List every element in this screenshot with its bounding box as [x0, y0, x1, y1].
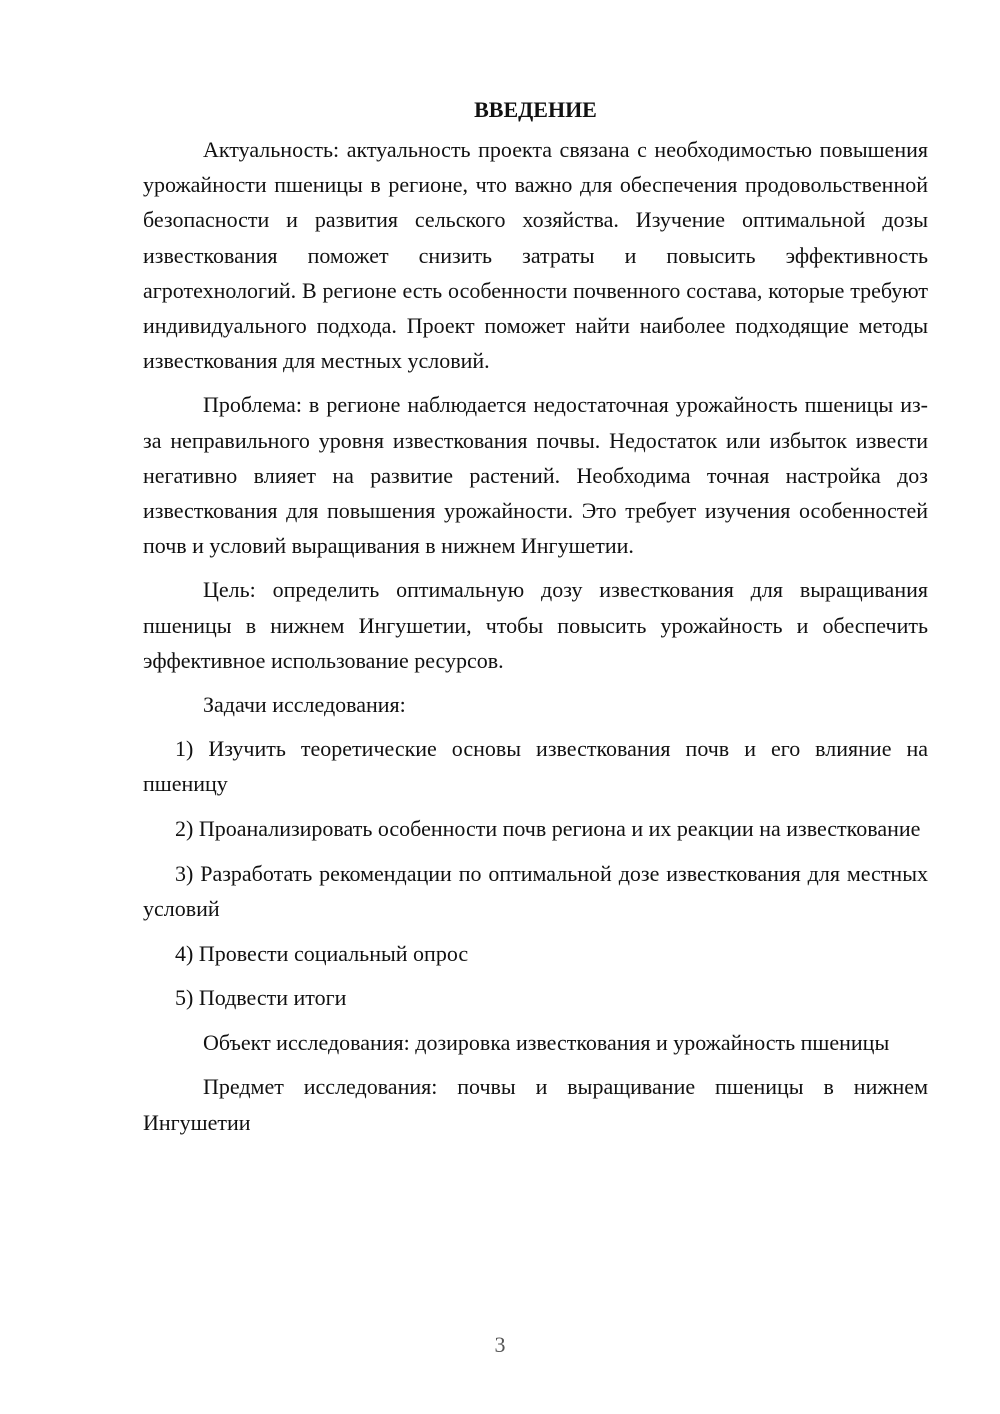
task-item: 1) Изучить теоретические основы известкования почв и его влияние на пшеницу — [143, 736, 928, 797]
task-item: 4) Провести социальный опрос — [175, 940, 469, 966]
task-item: 5) Подвести итоги — [175, 985, 347, 1011]
task-item: 3) Разработать рекомендации по оптимальной дозе известкования для местных условий — [143, 860, 928, 922]
document-page — [143, 92, 928, 1149]
goal-paragraph: Цель: определить оптимальную дозу известкования для выращивания пшеницы в нижнем Ингушетии, чтобы повысить урожайность и обеспечить эффективное использование ресурсов. — [143, 577, 928, 673]
page-number: 3 — [494, 1332, 506, 1357]
task-item: 2) Проанализировать особенности почв региона и их реакции на известкование — [175, 816, 921, 842]
subject-paragraph: Предмет исследования: почвы и выращивание пшеницы в нижнем Ингушетии — [143, 1074, 928, 1135]
relevance-paragraph: Актуальность: актуальность проекта связана с необходимостью повышения урожайности пшеницы в регионе, что важно для обеспечения продовольственной безопасности и развития сельского хозяйства. Изучение оптимальной дозы известкования поможет снизить затраты и повысить эффективность агротехнологий. В регионе есть особенности почвенного состава, которые требуют индивидуального подхода. Проект поможет найти наиболее подходящие методы известкования для местных условий. — [143, 137, 928, 374]
problem-paragraph: Проблема: в регионе наблюдается недостаточная урожайность пшеницы из-за неправильного уровня известкования почвы. Недостаток или избыток извести негативно влияет на развитие растений. Необходима точная настройка доз известкования для повышения урожайности. Это требует изучения особенностей почв и условий выращивания в нижнем Ингушетии. — [143, 392, 928, 559]
tasks-heading: Задачи исследования: — [203, 692, 406, 718]
section-title: ВВЕДЕНИЕ — [474, 97, 597, 122]
object-paragraph: Объект исследования: дозировка известкования и урожайность пшеницы — [203, 1030, 890, 1056]
